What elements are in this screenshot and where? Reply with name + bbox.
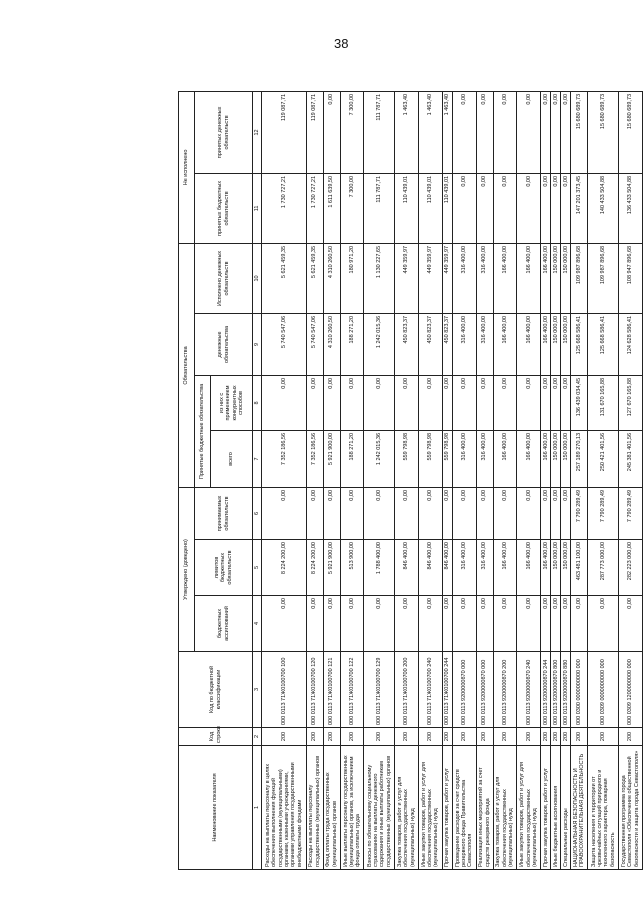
cell-monetary-obligations: 150 000,00	[561, 313, 571, 375]
row-budget-code: 000 0113 9200000870 000	[476, 652, 493, 728]
row-line-code: 200	[493, 728, 517, 746]
cell-not-exec-monetary: 15 680 689,73	[619, 91, 643, 173]
row-line-code: 200	[364, 728, 395, 746]
cell-competitive: 136 439 034,45	[571, 375, 588, 430]
cell-monetary-obligations: 150 000,00	[551, 313, 561, 375]
row-name: Государственная программа города Севастополя «Обеспечение общественной безопасности и защита города Севастополя»	[619, 746, 643, 870]
cell-competitive: 0,00	[306, 375, 323, 430]
cell-monetary-obligations: 316 400,00	[476, 313, 493, 375]
cell-executed: 166 400,00	[493, 243, 517, 313]
cell-monetary-obligations: 125 668 586,41	[588, 313, 619, 375]
row-line-code: 200	[541, 728, 551, 746]
cell-accepted-total: 559 798,98	[418, 430, 442, 487]
cell-monetary-obligations: 450 823,37	[395, 313, 419, 375]
column-number: 4	[253, 596, 262, 652]
cell-budget-allocations: 0,00	[619, 596, 643, 652]
row-budget-code: 000 0113 9200000870 800	[551, 652, 561, 728]
cell-not-exec-monetary: 15 680 689,73	[588, 91, 619, 173]
cell-not-exec-budget: 110 439,01	[442, 173, 452, 243]
row-budget-code: 000 0113 71Ж0100700 200	[395, 652, 419, 728]
cell-limits: 282 223 000,00	[619, 540, 643, 596]
cell-not-exec-monetary: 0,00	[452, 91, 476, 173]
row-name: Прочая закупка товаров, работ и услуг	[442, 746, 452, 870]
cell-budget-allocations: 0,00	[476, 596, 493, 652]
header-budget-allocations: бюджетных ассигнований	[195, 596, 253, 652]
row-line-code: 200	[588, 728, 619, 746]
cell-monetary-obligations: 4 310 260,50	[323, 313, 340, 375]
row-budget-code: 000 0113 9200000870 880	[561, 652, 571, 728]
cell-accepted-obligations: 0,00	[476, 487, 493, 539]
cell-competitive: 0,00	[541, 375, 551, 430]
cell-budget-allocations: 0,00	[340, 596, 364, 652]
cell-accepted-total: 7 352 186,56	[306, 430, 323, 487]
cell-accepted-obligations: 0,00	[262, 487, 306, 539]
row-budget-code: 000 0113 9200000870 000	[452, 652, 476, 728]
cell-competitive: 0,00	[395, 375, 419, 430]
cell-accepted-total: 188 271,20	[340, 430, 364, 487]
row-line-code: 200	[561, 728, 571, 746]
row-budget-code: 000 0113 71Ж0100700 100	[262, 652, 306, 728]
column-number: 10	[253, 243, 262, 313]
cell-not-exec-monetary: 0,00	[323, 91, 340, 173]
cell-not-exec-monetary: 0,00	[517, 91, 541, 173]
cell-accepted-total: 7 352 186,56	[262, 430, 306, 487]
cell-budget-allocations: 0,00	[541, 596, 551, 652]
row-line-code: 200	[517, 728, 541, 746]
row-name: Закупка товаров, работ и услуг для обеспечения государственных (муниципальных) нужд	[395, 746, 419, 870]
table-row	[323, 91, 340, 869]
cell-executed: 5 621 459,35	[306, 243, 323, 313]
cell-budget-allocations: 0,00	[571, 596, 588, 652]
header-accepted-budget-obligations: Принятые бюджетные обязательства	[195, 375, 211, 487]
cell-limits: 513 900,00	[340, 540, 364, 596]
row-line-code: 200	[619, 728, 643, 746]
cell-accepted-obligations: 0,00	[418, 487, 442, 539]
cell-executed: 150 000,00	[551, 243, 561, 313]
table-row	[551, 91, 561, 869]
cell-not-exec-budget: 0,00	[452, 173, 476, 243]
cell-not-exec-budget: 140 433 504,88	[588, 173, 619, 243]
row-name: Иные закупки товаров, работ и услуг для обеспечения государственных (муниципальных) нужд	[517, 746, 541, 870]
row-budget-code: 000 0300 0000000000 000	[571, 652, 588, 728]
table-row	[452, 91, 476, 869]
cell-accepted-total: 166 400,00	[493, 430, 517, 487]
cell-executed: 109 987 896,68	[571, 243, 588, 313]
cell-accepted-total: 150 000,00	[551, 430, 561, 487]
header-budget-code: Код по бюджетной классификации	[179, 652, 253, 728]
cell-limits: 166 400,00	[517, 540, 541, 596]
cell-accepted-obligations: 7 790 289,49	[619, 487, 643, 539]
row-budget-code: 000 0113 9200000870 200	[493, 652, 517, 728]
cell-executed: 166 400,00	[541, 243, 551, 313]
table-row	[571, 91, 588, 869]
cell-executed: 5 621 459,35	[262, 243, 306, 313]
cell-not-exec-monetary: 119 087,71	[306, 91, 323, 173]
cell-competitive: 131 670 165,88	[588, 375, 619, 430]
cell-not-exec-budget: 0,00	[561, 173, 571, 243]
table-row	[541, 91, 551, 869]
cell-accepted-obligations: 0,00	[493, 487, 517, 539]
header-monetary-obligations: денежные обязательства	[195, 313, 253, 375]
row-line-code: 200	[442, 728, 452, 746]
cell-not-exec-monetary: 119 087,71	[262, 91, 306, 173]
cell-executed: 316 400,00	[476, 243, 493, 313]
cell-accepted-total: 316 400,00	[476, 430, 493, 487]
column-number: 3	[253, 652, 262, 728]
row-name: Закупка товаров, работ и услуг для обеспечения государственных (муниципальных) нужд	[493, 746, 517, 870]
row-name: Расходы на выплаты персоналу государственных (муниципальных) органов	[306, 746, 323, 870]
row-budget-code: 000 0113 71Ж0100700 244	[442, 652, 452, 728]
cell-not-exec-budget: 0,00	[551, 173, 561, 243]
cell-budget-allocations: 0,00	[452, 596, 476, 652]
row-line-code: 200	[395, 728, 419, 746]
column-number: 5	[253, 540, 262, 596]
cell-accepted-total: 1 242 015,36	[364, 430, 395, 487]
cell-not-exec-monetary: 0,00	[476, 91, 493, 173]
cell-accepted-obligations: 0,00	[517, 487, 541, 539]
header-competitive: из них с применением конкурентных способов	[211, 375, 253, 430]
cell-not-exec-monetary: 111 787,71	[364, 91, 395, 173]
table-row	[588, 91, 619, 869]
cell-not-exec-budget: 0,00	[541, 173, 551, 243]
row-budget-code: 000 0309 0000000000 000	[588, 652, 619, 728]
row-name: Иные бюджетные ассигнования	[551, 746, 561, 870]
cell-accepted-obligations: 0,00	[340, 487, 364, 539]
cell-accepted-obligations: 0,00	[541, 487, 551, 539]
cell-monetary-obligations: 124 628 586,41	[619, 313, 643, 375]
cell-accepted-total: 559 798,98	[442, 430, 452, 487]
cell-budget-allocations: 0,00	[493, 596, 517, 652]
table-row	[395, 91, 419, 869]
cell-accepted-obligations: 0,00	[306, 487, 323, 539]
header-not-exec-monetary: принятых денежных обязательств	[195, 91, 253, 173]
cell-accepted-total: 559 798,98	[395, 430, 419, 487]
cell-budget-allocations: 0,00	[364, 596, 395, 652]
header-obligations: Обязательства	[179, 243, 195, 487]
cell-budget-allocations: 0,00	[395, 596, 419, 652]
row-line-code: 200	[571, 728, 588, 746]
cell-competitive: 0,00	[551, 375, 561, 430]
cell-not-exec-monetary: 0,00	[561, 91, 571, 173]
cell-budget-allocations: 0,00	[551, 596, 561, 652]
column-number: 12	[253, 91, 262, 173]
row-name: Реализация иных мероприятий за счет средств резервного фонда	[476, 746, 493, 870]
cell-not-exec-budget: 110 439,01	[418, 173, 442, 243]
column-number: 6	[253, 487, 262, 539]
row-line-code: 200	[418, 728, 442, 746]
row-name: Проведение расходов за счет средств резервного фонда Правительства Севастополя	[452, 746, 476, 870]
cell-monetary-obligations: 450 823,37	[442, 313, 452, 375]
cell-not-exec-budget: 0,00	[476, 173, 493, 243]
cell-not-exec-monetary: 1 463,40	[395, 91, 419, 173]
cell-monetary-obligations: 166 400,00	[517, 313, 541, 375]
column-number: 9	[253, 313, 262, 375]
table-row	[306, 91, 323, 869]
cell-accepted-obligations: 0,00	[561, 487, 571, 539]
column-number: 11	[253, 173, 262, 243]
cell-not-exec-monetary: 0,00	[551, 91, 561, 173]
row-name: Прочая закупка товаров, работ и услуг	[541, 746, 551, 870]
cell-not-exec-budget: 1 730 727,21	[262, 173, 306, 243]
row-line-code: 200	[551, 728, 561, 746]
header-not-exec-budget: принятых бюджетных обязательств	[195, 173, 253, 243]
table-row	[262, 91, 306, 869]
cell-competitive: 0,00	[364, 375, 395, 430]
cell-competitive: 0,00	[323, 375, 340, 430]
cell-not-exec-budget: 110 439,01	[395, 173, 419, 243]
cell-budget-allocations: 0,00	[306, 596, 323, 652]
cell-monetary-obligations: 316 400,00	[452, 313, 476, 375]
cell-accepted-total: 316 400,00	[452, 430, 476, 487]
cell-limits: 846 400,00	[418, 540, 442, 596]
cell-limits: 1 788 400,00	[364, 540, 395, 596]
cell-budget-allocations: 0,00	[588, 596, 619, 652]
cell-limits: 166 400,00	[541, 540, 551, 596]
cell-limits: 166 400,00	[493, 540, 517, 596]
cell-executed: 1 130 227,65	[364, 243, 395, 313]
cell-accepted-total: 166 400,00	[517, 430, 541, 487]
cell-competitive: 0,00	[561, 375, 571, 430]
row-budget-code: 000 0113 71Ж0100700 240	[418, 652, 442, 728]
cell-executed: 316 400,00	[452, 243, 476, 313]
cell-executed: 109 987 896,68	[588, 243, 619, 313]
cell-executed: 449 359,97	[395, 243, 419, 313]
cell-monetary-obligations: 188 271,20	[340, 313, 364, 375]
table-row	[517, 91, 541, 869]
cell-competitive: 0,00	[476, 375, 493, 430]
cell-accepted-obligations: 0,00	[442, 487, 452, 539]
budget-execution-table	[178, 91, 643, 870]
table-row	[619, 91, 643, 869]
cell-accepted-obligations: 0,00	[551, 487, 561, 539]
cell-not-exec-budget: 0,00	[517, 173, 541, 243]
cell-limits: 150 000,00	[561, 540, 571, 596]
cell-not-exec-budget: 147 201 373,45	[571, 173, 588, 243]
cell-executed: 108 947 896,68	[619, 243, 643, 313]
cell-budget-allocations: 0,00	[262, 596, 306, 652]
cell-accepted-total: 150 000,00	[561, 430, 571, 487]
cell-competitive: 0,00	[517, 375, 541, 430]
cell-monetary-obligations: 166 400,00	[493, 313, 517, 375]
header-limits: лимитов бюджетных обязательств	[195, 540, 253, 596]
cell-limits: 846 400,00	[395, 540, 419, 596]
cell-not-exec-budget: 1 730 727,21	[306, 173, 323, 243]
row-line-code: 200	[306, 728, 323, 746]
cell-accepted-total: 250 421 401,56	[588, 430, 619, 487]
row-line-code: 200	[262, 728, 306, 746]
cell-not-exec-budget: 7 300,00	[340, 173, 364, 243]
cell-competitive: 0,00	[262, 375, 306, 430]
row-name: НАЦИОНАЛЬНАЯ БЕЗОПАСНОСТЬ И ПРАВООХРАНИТЕЛЬНАЯ ДЕЯТЕЛЬНОСТЬ	[571, 746, 588, 870]
row-line-code: 200	[323, 728, 340, 746]
table-body	[262, 91, 643, 869]
cell-limits: 846 400,00	[442, 540, 452, 596]
cell-monetary-obligations: 125 668 586,41	[571, 313, 588, 375]
column-numbers-row	[253, 91, 262, 869]
table-row	[561, 91, 571, 869]
table-row	[442, 91, 452, 869]
cell-budget-allocations: 0,00	[517, 596, 541, 652]
cell-executed: 166 400,00	[517, 243, 541, 313]
column-number: 7	[253, 430, 262, 487]
cell-not-exec-monetary: 0,00	[493, 91, 517, 173]
table-header	[179, 91, 262, 869]
cell-not-exec-budget: 0,00	[493, 173, 517, 243]
row-budget-code: 000 0113 71Ж0100700 120	[306, 652, 323, 728]
report-table-rotated	[178, 92, 643, 870]
row-name: Специальные расходы	[561, 746, 571, 870]
cell-competitive: 0,00	[418, 375, 442, 430]
cell-competitive: 127 670 165,88	[619, 375, 643, 430]
cell-monetary-obligations: 1 242 015,36	[364, 313, 395, 375]
row-name: Защита населения и территории от чрезвычайных ситуаций природного и техногенного характера, пожарная безопасность	[588, 746, 619, 870]
cell-competitive: 0,00	[493, 375, 517, 430]
row-budget-code: 000 0113 71Ж0100700 121	[323, 652, 340, 728]
column-number: 1	[253, 746, 262, 870]
row-name: Фонд оплаты труда государственных (муниципальных) органов	[323, 746, 340, 870]
cell-limits: 287 773 000,00	[588, 540, 619, 596]
cell-monetary-obligations: 166 400,00	[541, 313, 551, 375]
cell-accepted-obligations: 0,00	[452, 487, 476, 539]
table-row	[493, 91, 517, 869]
row-budget-code: 000 0113 9200000870 244	[541, 652, 551, 728]
cell-limits: 150 000,00	[551, 540, 561, 596]
cell-not-exec-monetary: 15 680 689,73	[571, 91, 588, 173]
header-accepted-obligations: принимаемых обязательств	[195, 487, 253, 539]
cell-limits: 316 400,00	[476, 540, 493, 596]
header-total: всего	[211, 430, 253, 487]
cell-accepted-total: 245 381 401,56	[619, 430, 643, 487]
row-name: Расходы на выплаты персоналу в целях обеспечения выполнения функций государственными (муниципальными) органами, казенными учреждениями, органами управления государственными внебюджетными фондами	[262, 746, 306, 870]
cell-not-exec-monetary: 1 463,40	[418, 91, 442, 173]
cell-monetary-obligations: 5 740 547,06	[306, 313, 323, 375]
header-name: Наименование показателя	[179, 746, 253, 870]
table-row	[418, 91, 442, 869]
row-name: Взносы по обязательному социальному страхованию на выплаты денежного содержания и иные выплаты работникам государственных (муниципальных) органов	[364, 746, 395, 870]
cell-accepted-obligations: 0,00	[323, 487, 340, 539]
row-name: Иные выплаты персоналу государственных (муниципальных) органов, за исключением фонда оплаты труда	[340, 746, 364, 870]
column-number: 2	[253, 728, 262, 746]
cell-accepted-obligations: 7 790 289,49	[588, 487, 619, 539]
header-line-code: Код строки	[179, 728, 253, 746]
column-number: 8	[253, 375, 262, 430]
cell-not-exec-monetary: 0,00	[541, 91, 551, 173]
table-row	[340, 91, 364, 869]
cell-monetary-obligations: 450 823,37	[418, 313, 442, 375]
cell-not-exec-monetary: 1 463,40	[442, 91, 452, 173]
table-row	[476, 91, 493, 869]
row-budget-code: 000 0309 1200000000 000	[619, 652, 643, 728]
cell-monetary-obligations: 5 740 547,06	[262, 313, 306, 375]
header-not-executed: Не исполнено	[179, 91, 195, 243]
cell-not-exec-budget: 111 787,71	[364, 173, 395, 243]
cell-accepted-obligations: 7 790 289,49	[571, 487, 588, 539]
cell-budget-allocations: 0,00	[442, 596, 452, 652]
cell-not-exec-budget: 136 433 504,88	[619, 173, 643, 243]
row-budget-code: 000 0113 9200000870 240	[517, 652, 541, 728]
cell-budget-allocations: 0,00	[561, 596, 571, 652]
row-line-code: 200	[452, 728, 476, 746]
cell-limits: 316 400,00	[452, 540, 476, 596]
row-budget-code: 000 0113 71Ж0100700 122	[340, 652, 364, 728]
cell-executed: 449 359,97	[418, 243, 442, 313]
cell-competitive: 0,00	[442, 375, 452, 430]
cell-competitive: 0,00	[340, 375, 364, 430]
cell-accepted-total: 166 400,00	[541, 430, 551, 487]
cell-budget-allocations: 0,00	[323, 596, 340, 652]
cell-competitive: 0,00	[452, 375, 476, 430]
cell-executed: 150 000,00	[561, 243, 571, 313]
row-name: Иные закупки товаров, работ и услуг для обеспечения государственных (муниципальных) нужд	[418, 746, 442, 870]
cell-accepted-total: 5 921 900,00	[323, 430, 340, 487]
cell-limits: 5 921 900,00	[323, 540, 340, 596]
cell-executed: 4 310 260,50	[323, 243, 340, 313]
header-approved: Утверждено (доведено)	[179, 487, 195, 651]
cell-executed: 449 359,97	[442, 243, 452, 313]
cell-accepted-obligations: 0,00	[395, 487, 419, 539]
cell-executed: 180 971,20	[340, 243, 364, 313]
row-budget-code: 000 0113 71Ж0100700 129	[364, 652, 395, 728]
cell-limits: 8 224 200,00	[306, 540, 323, 596]
table-row	[364, 91, 395, 869]
cell-limits: 8 224 200,00	[262, 540, 306, 596]
cell-not-exec-monetary: 7 300,00	[340, 91, 364, 173]
header-executed: Исполнено денежных обязательств	[195, 243, 253, 313]
cell-not-exec-budget: 1 611 639,50	[323, 173, 340, 243]
row-line-code: 200	[476, 728, 493, 746]
cell-accepted-obligations: 0,00	[364, 487, 395, 539]
cell-budget-allocations: 0,00	[418, 596, 442, 652]
row-line-code: 200	[340, 728, 364, 746]
cell-limits: 463 481 100,00	[571, 540, 588, 596]
page-number: 38	[334, 36, 349, 51]
cell-accepted-total: 257 189 270,13	[571, 430, 588, 487]
